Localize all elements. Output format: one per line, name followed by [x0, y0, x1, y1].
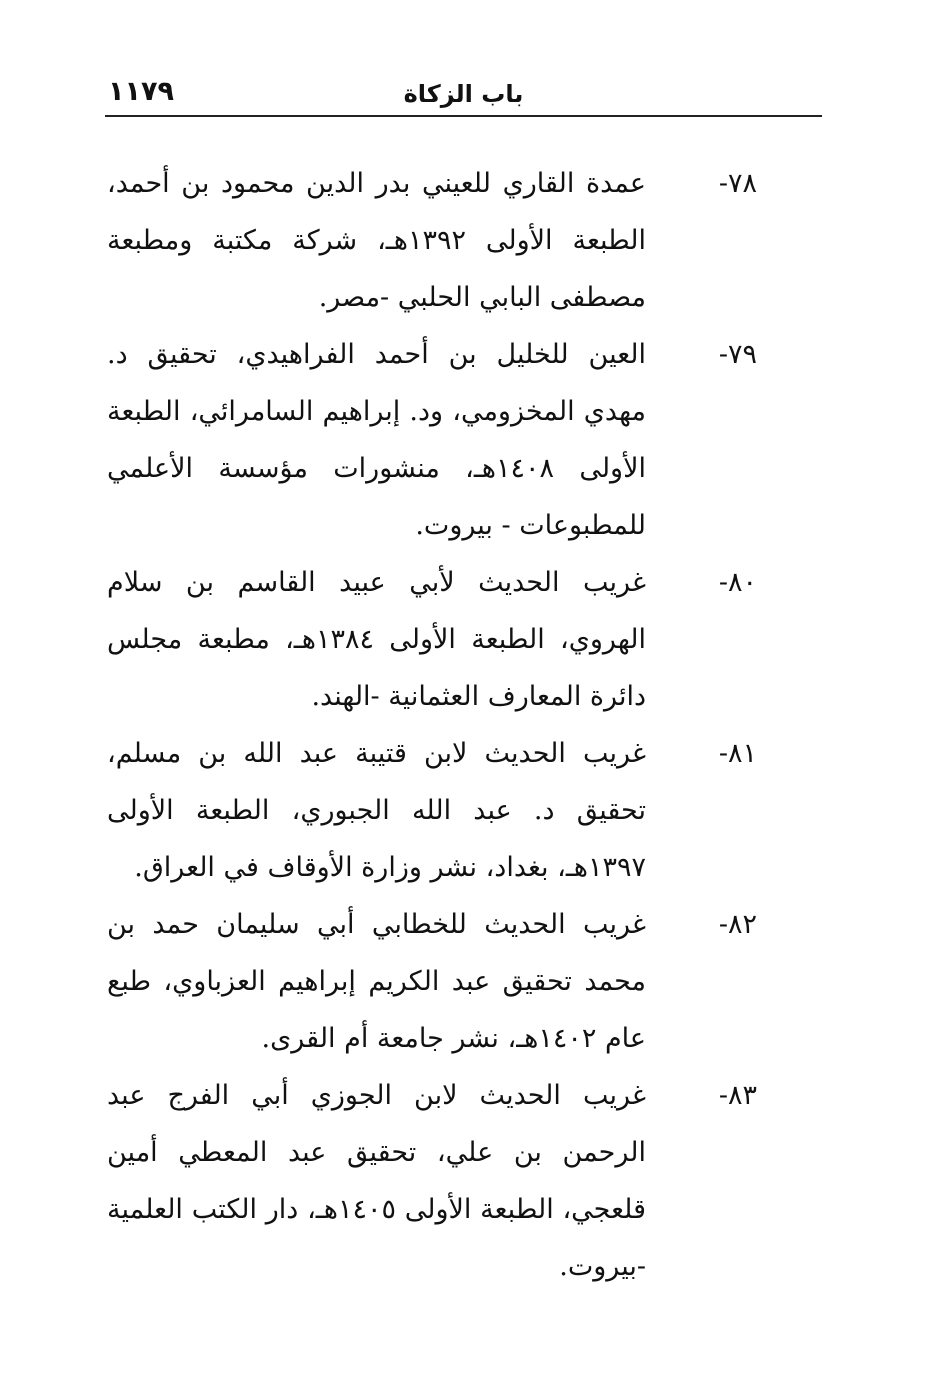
entry-text: غريب الحديث للخطابي أبي سليمان حمد بن محمد تحقيق عبد الكريم إبراهيم العزباوي، طبع عام ١٤٠٢هـ، نشر جامعة أم القرى.: [107, 909, 646, 1054]
running-title: باب الزكاة: [403, 80, 524, 108]
entry-text: غريب الحديث لابن الجوزي أبي الفرج عبد الرحمن بن علي، تحقيق عبد المعطي أمين قلعجي، الطبعة الأولى ١٤٠٥هـ، دار الكتب العلمية -بيروت.: [107, 1080, 646, 1282]
bibliography-entry-82: [0, 896, 937, 1067]
entry-number: ٧٨-: [718, 168, 757, 199]
bibliography-entry-79: [0, 326, 937, 554]
entry-text: غريب الحديث لأبي عبيد القاسم بن سلام الهروي، الطبعة الأولى ١٣٨٤هـ، مطبعة مجلس دائرة المعارف العثمانية -الهند.: [107, 567, 646, 712]
header-divider: [105, 115, 822, 117]
entry-number: ٨٠-: [718, 567, 757, 598]
entry-text: غريب الحديث لابن قتيبة عبد الله بن مسلم، تحقيق د. عبد الله الجبوري، الطبعة الأولى ١٣٩٧هـ، بغداد، نشر وزارة الأوقاف في العراق.: [107, 738, 646, 883]
bibliography-list: [0, 155, 937, 1295]
entry-text: العين للخليل بن أحمد الفراهيدي، تحقيق د. مهدي المخزومي، ود. إبراهيم السامرائي، الطبعة الأولى ١٤٠٨هـ، منشورات مؤسسة الأعلمي للمطبوعات - بيروت.: [107, 339, 646, 541]
entry-number: ٧٩-: [718, 339, 757, 370]
bibliography-entry-81: [0, 725, 937, 896]
entry-number: ٨٢-: [718, 909, 757, 940]
bibliography-entry-78: [0, 155, 937, 326]
entry-number: ٨٣-: [718, 1080, 757, 1111]
page-header: [105, 68, 822, 116]
page-number: ١١٧٩: [108, 76, 174, 107]
bibliography-entry-83: [0, 1067, 937, 1295]
entry-number: ٨١-: [718, 738, 757, 769]
bibliography-entry-80: [0, 554, 937, 725]
entry-text: عمدة القاري للعيني بدر الدين محمود بن أحمد، الطبعة الأولى ١٣٩٢هـ، شركة مكتبة ومطبعة مصطفى البابي الحلبي -مصر.: [107, 168, 646, 313]
